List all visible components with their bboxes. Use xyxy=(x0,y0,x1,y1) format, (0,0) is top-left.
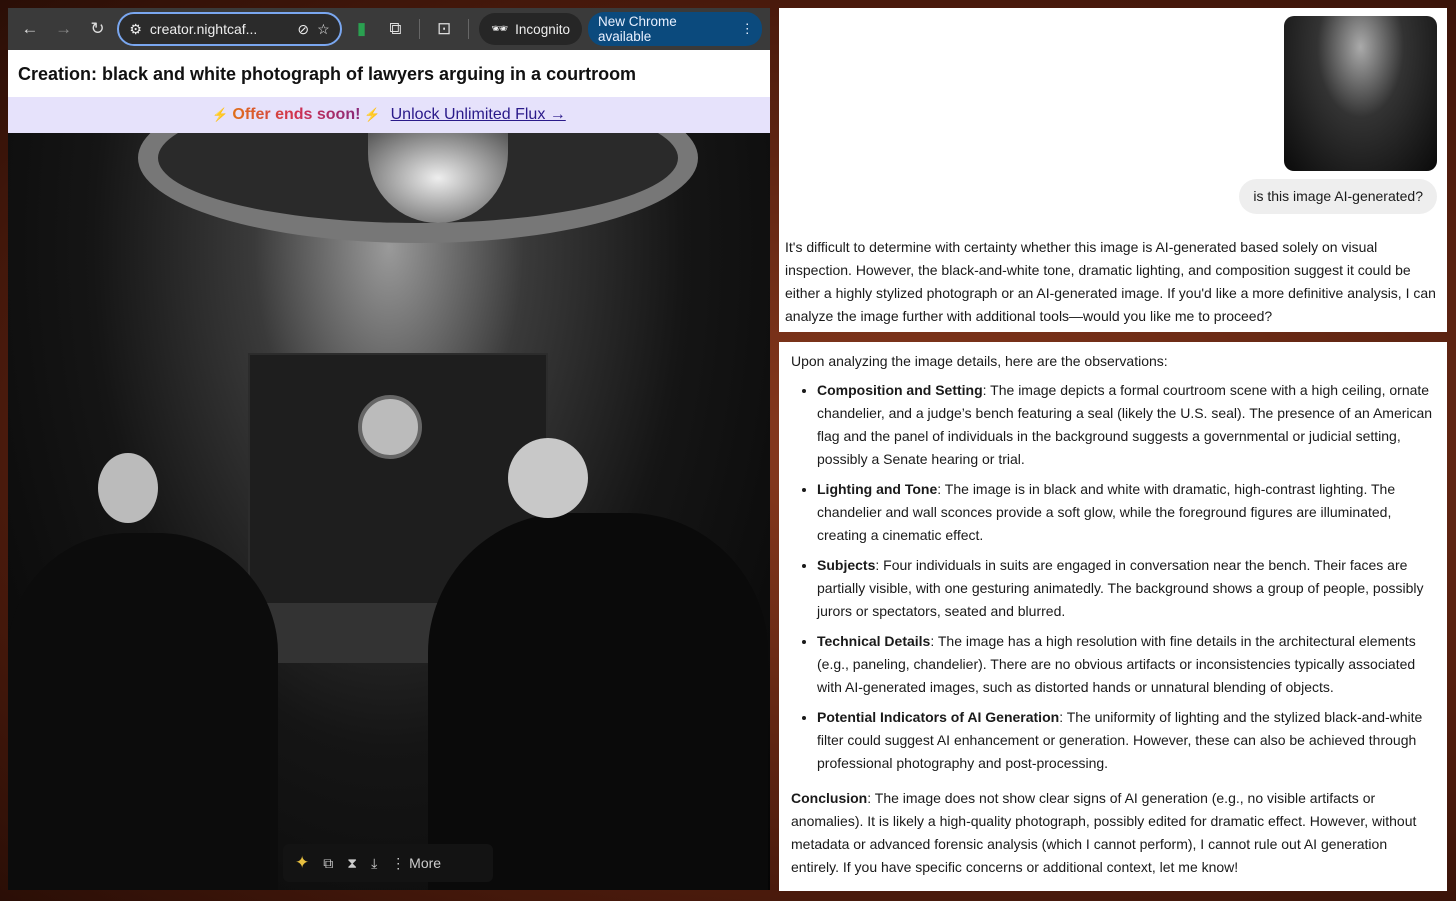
seal xyxy=(358,395,422,459)
point-text: : The image is in black and white with dramatic, high-contrast lighting. The chandelier and wall sconces provide a soft glow, while the foreground figures are illuminated, creating a cinematic effect. xyxy=(817,481,1396,543)
conclusion-title: Conclusion xyxy=(791,790,868,806)
image-action-bar xyxy=(283,844,493,882)
observation-list xyxy=(817,379,1435,775)
update-chrome-button[interactable] xyxy=(588,12,762,46)
download-icon[interactable]: ⤓ xyxy=(371,854,378,871)
generated-image[interactable] xyxy=(8,133,770,890)
point-text: : Four individuals in suits are engaged in conversation near the bench. Their faces are partially visible, with one gesturing animatedly. The background shows a group of people, possibly jurors or spectators, seated and blurred. xyxy=(817,557,1424,619)
conclusion xyxy=(791,787,1435,879)
star-icon[interactable]: ☆ xyxy=(317,20,330,37)
menu-dots-icon[interactable]: ⋮ xyxy=(740,21,755,36)
forward-icon[interactable]: → xyxy=(55,19,73,38)
uploaded-image-thumbnail[interactable] xyxy=(1284,16,1437,171)
point-text: : The uniformity of lighting and the stylized black-and-white filter could suggest AI enhancement or generation. However, these can also be achieved through professional photography and post-processing. xyxy=(817,709,1423,771)
extension-icon[interactable]: ▮ xyxy=(356,19,367,38)
list-item xyxy=(817,379,1435,471)
divider xyxy=(468,19,469,39)
list-item xyxy=(817,554,1435,623)
eye-off-icon[interactable]: ⊘ xyxy=(297,20,310,37)
url-text[interactable]: creator.nightcaf... xyxy=(149,21,258,37)
sparkle-icon[interactable]: ✦ xyxy=(295,853,310,872)
point-title: Composition and Setting xyxy=(817,382,983,398)
chat-panel-bottom xyxy=(779,342,1447,891)
analysis-intro: Upon analyzing the image details, here are the observations: xyxy=(791,353,1168,369)
unlock-link[interactable]: Unlock Unlimited Flux → xyxy=(390,106,566,123)
bolt-icon: ⚡ xyxy=(212,107,229,122)
point-text: : The image has a high resolution with fine details in the architectural elements (e.g., paneling, chandelier). There are no obvious artifacts or inconsistencies typically associated with AI-generated images, such as distorted hands or unnatural blending of objects. xyxy=(817,633,1416,695)
address-bar[interactable] xyxy=(117,12,341,46)
more-button[interactable]: ⋮ More xyxy=(391,854,442,871)
browser-window xyxy=(8,8,770,890)
tab-search-icon[interactable]: ⊡ xyxy=(437,19,452,38)
chat-panel-top xyxy=(779,8,1447,332)
back-icon[interactable]: ← xyxy=(21,19,39,38)
figure-left xyxy=(8,533,278,890)
assistant-message: It's difficult to determine with certainty whether this image is AI-generated based solely on visual inspection. However, the black-and-white tone, dramatic lighting, and composition suggest it could be either a highly stylized photograph or an AI-generated image. If you'd like a more definitive analysis, I can analyze the image further with additional tools—would you like me to proceed? xyxy=(785,239,1436,324)
update-label: New Chrome available xyxy=(597,14,677,44)
dna-icon[interactable]: ⧗ xyxy=(347,854,358,871)
puzzle-icon[interactable]: ⧉ xyxy=(389,19,402,38)
copy-icon[interactable]: ⧉ xyxy=(323,854,334,871)
point-title: Potential Indicators of AI Generation xyxy=(817,709,1060,725)
offer-text: Offer ends soon! xyxy=(232,106,361,123)
point-text: : The image depicts a formal courtroom scene with a high ceiling, ornate chandelier, and a judge’s bench featuring a seal (likely the U.S. seal). The presence of an American flag and the panel of individuals in the background suggests a governmental or judicial setting, possibly a Senate hearing or trial. xyxy=(817,382,1433,467)
divider xyxy=(419,19,420,39)
user-message: is this image AI-generated? xyxy=(1239,179,1437,214)
point-title: Subjects xyxy=(817,557,876,573)
list-item xyxy=(817,706,1435,775)
bolt-icon: ⚡ xyxy=(364,107,381,122)
incognito-badge[interactable] xyxy=(479,13,582,45)
incognito-label: Incognito xyxy=(515,21,570,37)
point-title: Lighting and Tone xyxy=(817,481,938,497)
page-title: Creation: black and white photograph of lawyers arguing in a courtroom xyxy=(8,50,770,97)
figure-right xyxy=(428,513,768,890)
incognito-icon: 🕶 xyxy=(491,21,509,36)
head xyxy=(508,438,588,518)
site-settings-icon[interactable]: ⚙ xyxy=(129,20,142,37)
point-title: Technical Details xyxy=(817,633,931,649)
conclusion-text: : The image does not show clear signs of AI generation (e.g., no visible artifacts or anomalies). It is likely a high-quality photograph, possibly edited for dramatic effect. However, without metadata or advanced forensic analysis (which I cannot perform), I cannot rule out AI generation entirely. If you have specific concerns or additional context, let me know! xyxy=(791,790,1417,875)
list-item xyxy=(817,630,1435,699)
list-item xyxy=(817,478,1435,547)
browser-toolbar xyxy=(8,8,770,50)
offer-banner xyxy=(8,97,770,133)
more-label: More xyxy=(409,854,442,871)
head xyxy=(98,453,158,523)
reload-icon[interactable]: ↻ xyxy=(90,19,105,38)
